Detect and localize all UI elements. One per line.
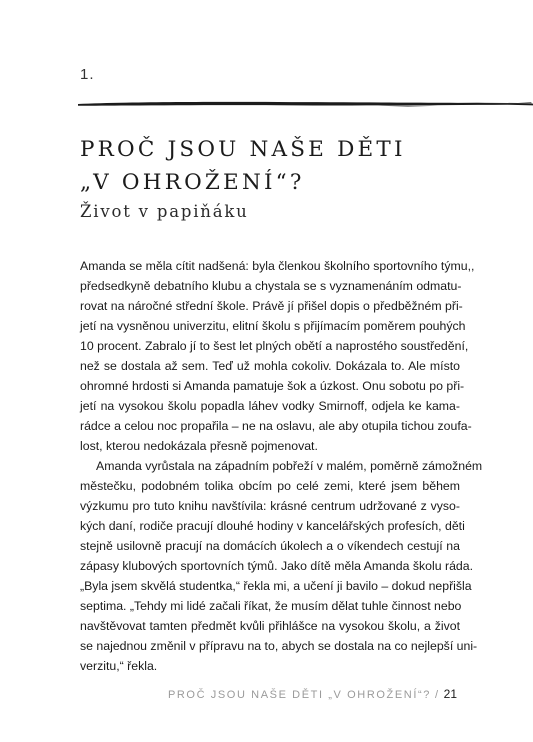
body-line: jetí na vysokou školu popadla láhev vodky Smirnoff, odjela ke kama- [80,399,460,413]
body-line: výzkumu pro tuto knihu navštívila: krásné centrum udržované z vyso- [80,499,460,513]
body-line: „Byla jsem skvělá studentka,“ řekla mi, a učení ji bavilo – dokud nepřišla [80,579,472,593]
body-line: zápasy klubových sportovních týmů. Jako dítě měla Amanda školu ráda. [80,559,474,573]
body-line: se najednou změnil v přípravu na to, abych se dostala na co nejlepší uni- [80,639,478,653]
running-footer [168,687,457,701]
body-line: lost, kterou nedokázala přesně pojmenovat. [80,439,318,453]
body-line: septima. „Tehdy mi lidé začali říkat, že musím dělat tuhle činnost nebo [80,599,462,613]
body-line: ohromné hrdosti si Amanda pamatuje šok a úzkost. Onu sobotu po při- [80,379,465,393]
running-title: PROČ JSOU NAŠE DĚTI „V OHROŽENÍ“? [167,689,431,701]
body-line: navštěvovat tamten předmět kvůli přihlášce na vysokou školu, a život [80,619,460,633]
body-line: rádce a celou noc propařila – ne na oslavu, ale aby otupila tichou zoufa- [80,419,472,433]
page-number: 21 [443,687,457,701]
body-line: stejně usilovně pracují na domácích úkolech a o víkendech cestují na [80,539,460,553]
body-line: verzitu,“ řekla. [80,659,158,673]
brush-stroke-divider [78,98,533,108]
chapter-title [80,133,406,199]
chapter-title-line-2: „V OHROŽENÍ“? [80,170,305,195]
chapter-title-line-1: PROČ JSOU NAŠE DĚTI [80,137,406,162]
body-line: předsedkyně debatního klubu a chystala se s vyznamenáním odmatu- [80,279,462,293]
body-line: než se dostala až sem. Teď už mohla cokoliv. Dokázala to. Ale místo [80,359,460,373]
body-line: kých daní, rodiče pracují dlouhé hodiny v kancelářských profesích, děti [80,519,465,533]
body-line: městečku, podobném tolika obcím po celé zemi, které jsem během [80,479,460,493]
body-line: Amanda se měla cítit nadšená: byla členkou školního sportovního týmu,, [80,259,475,273]
body-line: Amanda vyrůstala na západním pobřeží v malém, poměrně zámožném [96,459,483,473]
body-line: rovat na náročné střední škole. Právě jí přišel dopis o předběžném při- [80,299,463,313]
chapter-subtitle: Život v papiňáku [80,202,249,221]
chapter-number: 1. [80,66,95,83]
footer-separator: / [434,689,440,701]
body-text [80,256,483,676]
body-line: jetí na vysněnou univerzitu, elitní školu s přijímacím poměrem pouhých [80,319,466,333]
body-line: 10 procent. Zabralo jí to šest let plných obětí a naprostého soustředění, [80,339,469,353]
